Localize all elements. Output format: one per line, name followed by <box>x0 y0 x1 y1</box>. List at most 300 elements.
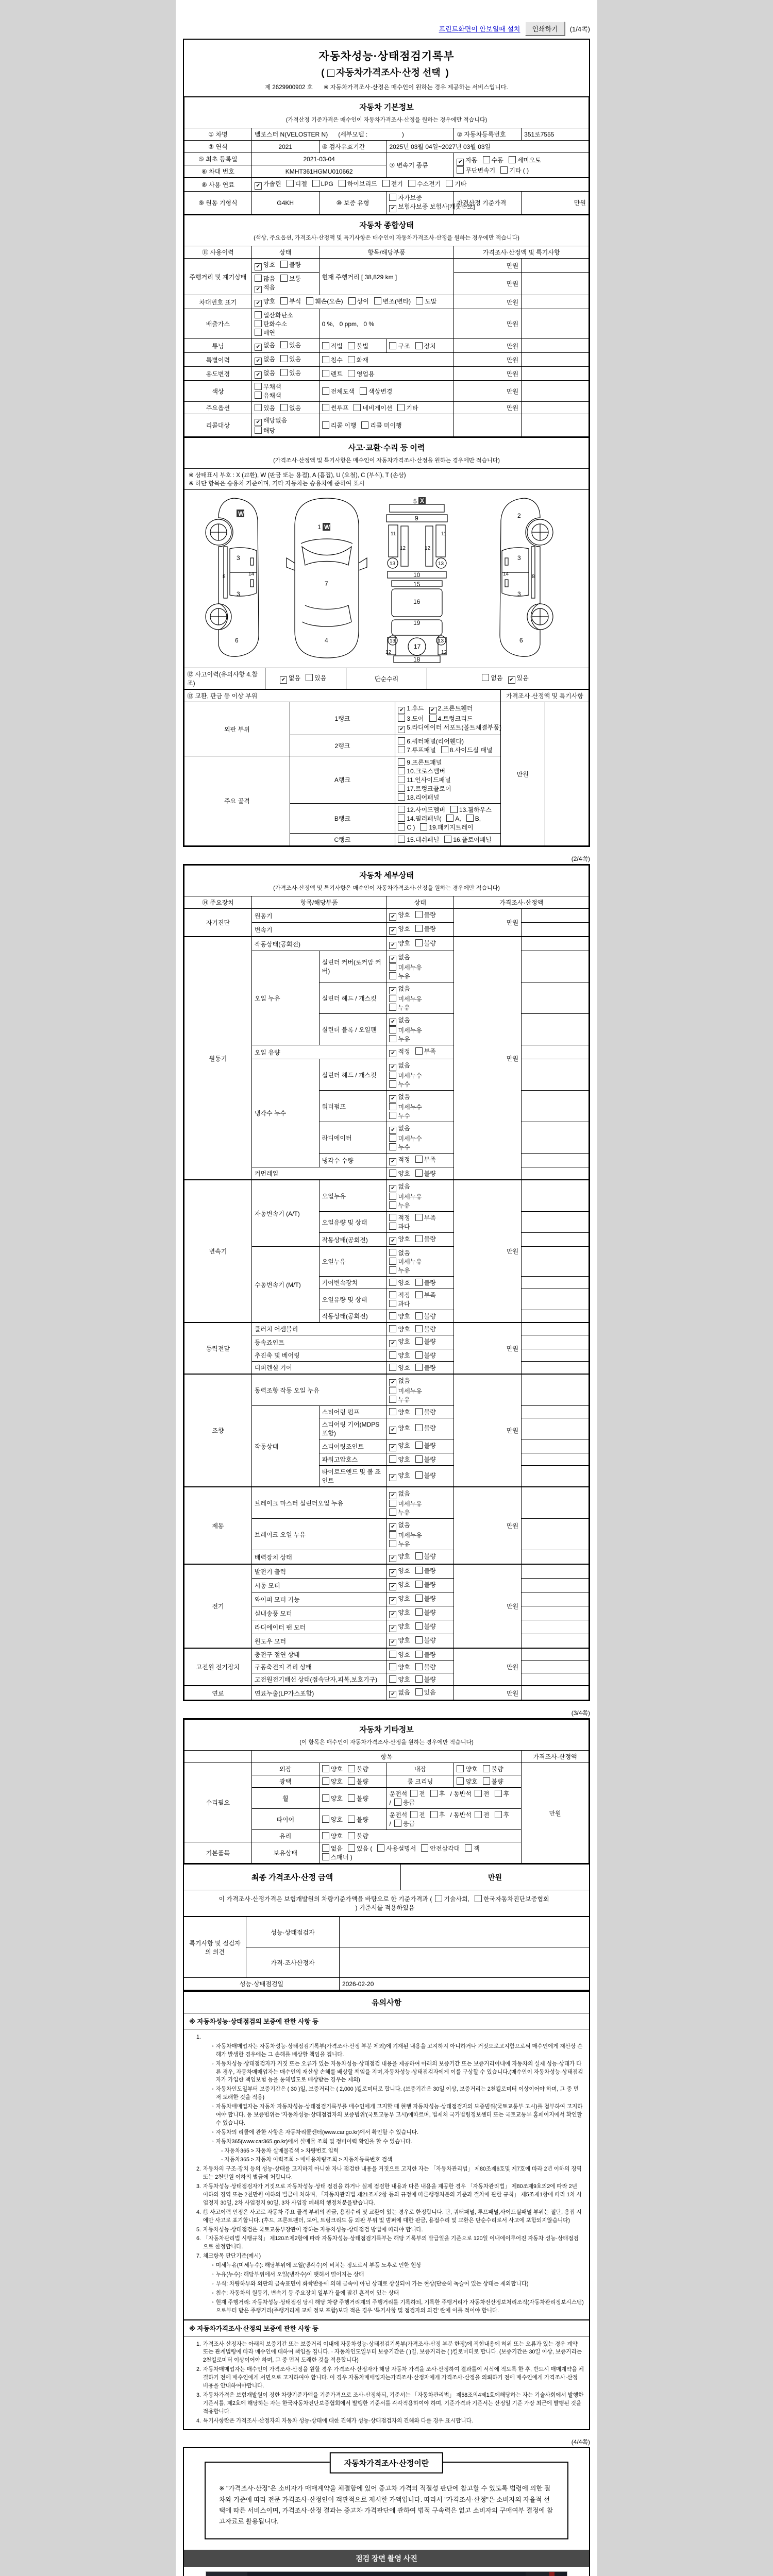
checkbox-checked[interactable]: ✔ 양호 <box>389 1552 410 1562</box>
checkbox-unchecked[interactable]: 없음 <box>322 1844 343 1853</box>
checkbox-unchecked[interactable]: 불량 <box>280 260 301 269</box>
checkbox-unchecked[interactable]: 후 <box>430 1789 445 1798</box>
checkbox-unchecked[interactable]: 4.트렁크리드 <box>429 714 473 723</box>
checkbox-unchecked[interactable]: 부식 <box>280 297 301 306</box>
print-button[interactable]: 인쇄하기 <box>525 22 564 36</box>
mileage-label: 주행거리 및 계기상태 <box>184 259 252 295</box>
checkbox-checked[interactable]: ✔ 양호 <box>389 1622 410 1632</box>
checkbox-unchecked[interactable]: 누유 <box>389 972 410 980</box>
checkbox-unchecked[interactable]: 리콜 이행 <box>322 421 357 430</box>
checkbox-unchecked[interactable]: 불량 <box>415 1455 436 1464</box>
checkbox-unchecked[interactable]: 불량 <box>415 1312 436 1320</box>
checkbox-unchecked[interactable]: 보통 <box>280 274 301 283</box>
blower-motor-state <box>386 1606 454 1620</box>
checkbox-unchecked[interactable]: 잭 <box>465 1844 480 1853</box>
checkbox-unchecked[interactable]: 불법 <box>348 342 368 350</box>
checkbox-unchecked[interactable]: 미세누유 <box>389 994 422 1003</box>
checkbox-unchecked[interactable]: 불량 <box>415 1234 436 1243</box>
cell-note <box>522 1059 589 1091</box>
checkbox-unchecked[interactable]: 수소전기 <box>408 179 441 188</box>
checkbox-unchecked[interactable]: 불량 <box>415 1337 436 1346</box>
coolant-waterpump: 워터펌프 <box>319 1091 386 1122</box>
checkbox-unchecked[interactable]: 불량 <box>415 1580 436 1589</box>
checkbox-checked[interactable]: ✔ 있음 <box>508 673 529 684</box>
rankC-label: C랭크 <box>290 834 395 846</box>
checkbox-unchecked[interactable]: 불량 <box>415 1363 436 1372</box>
checkbox-unchecked[interactable]: 많음 <box>255 274 275 283</box>
mileage-price2: 만원 <box>454 273 522 295</box>
cell-note <box>522 951 589 982</box>
checkbox-unchecked[interactable]: 변조(변타) <box>374 297 411 306</box>
at-oil-leak: 오일누유 <box>319 1180 386 1212</box>
checkbox-checked[interactable]: ✔ 양호 <box>389 1608 410 1618</box>
checkbox-unchecked[interactable]: 양호 <box>322 1815 343 1824</box>
checkbox-unchecked[interactable]: 세미오토 <box>509 156 541 164</box>
checkbox-unchecked[interactable]: 누유 <box>389 1395 410 1404</box>
checkbox-unchecked[interactable]: 양호 <box>322 1765 343 1773</box>
checkbox-checked[interactable]: ✔ 없음 <box>255 341 275 351</box>
checkbox-unchecked[interactable]: 미세누유 <box>389 1026 422 1035</box>
checkbox-unchecked[interactable]: 기타 <box>446 179 466 188</box>
recall-kind <box>319 414 454 437</box>
checkbox-unchecked[interactable]: 불량 <box>415 1278 436 1287</box>
svg-text:11: 11 <box>391 531 396 537</box>
checkbox-unchecked[interactable]: 있음 <box>280 341 301 349</box>
notice-head-2: ※ 자동차가격조사·산정의 보증에 관한 사항 등 <box>184 2319 589 2336</box>
checkbox-checked[interactable]: ✔ 적음 <box>255 283 275 293</box>
checkbox-unchecked[interactable]: 있음 <box>306 673 326 682</box>
checkbox-unchecked[interactable]: 적법 <box>322 342 343 350</box>
checkbox-unchecked[interactable]: 양호 <box>389 1455 410 1464</box>
checkbox-unchecked[interactable]: 기타 <box>397 403 418 412</box>
checkbox-unchecked[interactable]: 16.플로어패널 <box>444 835 492 844</box>
checkbox-unchecked[interactable]: 양호 <box>389 1363 410 1372</box>
checkbox-unchecked[interactable]: 양호 <box>322 1794 343 1803</box>
checkbox-unchecked[interactable]: 양호 <box>322 1777 343 1786</box>
checkbox-unchecked[interactable]: 불량 <box>415 1325 436 1333</box>
checkbox-unchecked[interactable]: 3.도어 <box>398 714 424 723</box>
checkbox-unchecked[interactable]: 불량 <box>415 910 436 919</box>
checkbox-unchecked[interactable]: 후 <box>495 1810 510 1819</box>
oil-leak-block-state <box>386 1014 454 1045</box>
checkbox-unchecked[interactable]: 자동차가격조사·산정 선택 <box>327 65 440 79</box>
checkbox-unchecked[interactable]: 전기 <box>382 179 403 188</box>
cell-note <box>522 1564 589 1579</box>
year-value: 2021 <box>251 141 319 153</box>
checkbox-unchecked[interactable]: 양호 <box>457 1777 477 1786</box>
notice-item: 7. 체크항목 판단기준(예시) <box>196 2253 261 2260</box>
checkbox-unchecked[interactable]: 스패너 ) <box>322 1853 352 1861</box>
checkbox-unchecked[interactable]: 12.사이드멤버 <box>398 805 445 814</box>
checkbox-checked[interactable]: ✔ 1.후드 <box>398 704 424 714</box>
checkbox-unchecked[interactable]: 없음 <box>280 403 301 412</box>
checkbox-unchecked[interactable]: 불량 <box>483 1777 503 1786</box>
checkbox-unchecked[interactable]: 6.쿼터패널(리어휀다) <box>398 737 464 745</box>
checkbox-unchecked[interactable]: 리콜 미이행 <box>361 421 401 430</box>
checkbox-checked[interactable]: ✔ 양호 <box>389 1566 410 1577</box>
checkbox-unchecked[interactable]: 불량 <box>415 1423 436 1432</box>
checkbox-checked[interactable]: ✔ 양호 <box>389 939 410 949</box>
checkbox-unchecked[interactable]: 부족 <box>415 1291 436 1299</box>
cell-note <box>522 1406 589 1418</box>
option-text: 이 가격조사·산정가격은 보험개발원의 차량기준가액을 바탕으로 한 기준가격과 ( <box>219 1895 432 1903</box>
checkbox-unchecked[interactable]: 한국자동차진단보증협회 <box>475 1894 549 1903</box>
checkbox-checked[interactable]: ✔ 없음 <box>389 1520 410 1531</box>
starter-motor-state <box>386 1579 454 1592</box>
basic-note: (가격산정 기준가격은 매수인이 자동차가격조사·산정을 원하는 경우에만 적습니다) <box>184 114 589 128</box>
checkbox-unchecked[interactable]: C ) <box>398 823 415 831</box>
checkbox-unchecked[interactable]: 후 <box>495 1789 510 1798</box>
checkbox-unchecked[interactable]: 수동 <box>483 156 503 164</box>
checkbox-unchecked[interactable]: 있음 <box>280 368 301 377</box>
cell-note <box>522 1550 589 1565</box>
checkbox-unchecked[interactable]: 디젤 <box>287 179 307 188</box>
checkbox-unchecked[interactable]: 있음 <box>255 403 275 412</box>
checkbox-unchecked[interactable]: 미세누수 <box>389 1071 422 1080</box>
overall-title: 자동차 종합상태 <box>184 215 589 232</box>
checkbox-unchecked[interactable]: 불량 <box>483 1765 503 1773</box>
checkbox-unchecked[interactable]: 불량 <box>415 1408 436 1416</box>
at-oil-level: 오일유량 및 상태 <box>319 1212 386 1233</box>
checkbox-unchecked[interactable]: 불량 <box>415 1566 436 1575</box>
checkbox-unchecked[interactable]: 11.인사이드패널 <box>398 775 450 784</box>
checkbox-unchecked[interactable]: 안전삼각대 <box>421 1844 460 1853</box>
checkbox-unchecked[interactable]: 전 <box>475 1810 490 1819</box>
vin-mark-price: 만원 <box>454 295 522 309</box>
basic-title: 자동차 기본정보 <box>184 97 589 114</box>
warranty-type-options <box>386 192 475 214</box>
brake-master-state <box>386 1487 454 1519</box>
checkbox-unchecked[interactable]: 적정 <box>389 1213 410 1222</box>
svg-text:12: 12 <box>385 650 392 655</box>
checkbox-unchecked[interactable]: 불량 <box>415 1594 436 1603</box>
checkbox-checked[interactable]: ✔ 양호 <box>255 297 275 307</box>
checkbox-checked[interactable]: ✔ 없음 <box>389 1182 410 1192</box>
special-history-label: 특별이력 <box>184 353 252 367</box>
checkbox-unchecked[interactable]: 후 <box>430 1810 445 1819</box>
checkbox-unchecked[interactable]: 누유 <box>389 1266 410 1275</box>
checkbox-checked[interactable]: ✔ 없음 <box>389 953 410 963</box>
power-hose-state <box>386 1453 454 1466</box>
checkbox-checked[interactable]: ✔ 양호 <box>389 1423 410 1434</box>
checkbox-unchecked[interactable]: 양호 <box>389 1325 410 1333</box>
checkbox-unchecked[interactable]: 누유 <box>389 1539 410 1548</box>
selfdiag-label: 자기진단 <box>184 909 252 937</box>
emission-label: 배출가스 <box>184 309 252 339</box>
svg-text:12: 12 <box>400 546 406 551</box>
checkbox-unchecked[interactable]: 양호 <box>389 1408 410 1416</box>
page-marker-1: (1/4쪽) <box>569 25 590 33</box>
passenger-car-legend: ※ 하단 항목은 승용차 기준이며, 기타 자동차는 승용차에 준하여 표시 <box>189 481 365 487</box>
checkbox-unchecked[interactable]: 도말 <box>416 297 436 306</box>
checkbox-unchecked[interactable]: 양호 <box>389 1675 410 1684</box>
checkbox-unchecked[interactable]: 없음 <box>482 673 502 682</box>
checkbox-checked[interactable]: ✔ 없음 <box>255 368 275 379</box>
checkbox-unchecked[interactable]: 렌트 <box>322 369 343 378</box>
checkbox-checked[interactable]: ✔ 양호 <box>389 1594 410 1604</box>
checkbox-unchecked[interactable]: 썬루프 <box>322 403 349 412</box>
checkbox-unchecked[interactable]: 유채색 <box>255 391 281 400</box>
checkbox-checked[interactable]: ✔ 가솔린 <box>255 179 281 190</box>
checkbox-unchecked[interactable]: 미세누유 <box>389 1192 422 1201</box>
checkbox-unchecked[interactable]: 전 <box>475 1789 490 1798</box>
checkbox-unchecked[interactable]: 17.트렁크플로어 <box>398 784 451 793</box>
notice-item: ◦ 미세누유(미세누수): 해당부위에 오일(냉각수)이 비치는 정도로서 부품 노후로 인한 현상 <box>212 2262 422 2269</box>
inspection-date-value: 2026-02-20 <box>340 1978 590 1990</box>
steering-label: 조향 <box>184 1374 252 1487</box>
col-item-part: 항목/해당부품 <box>319 246 454 259</box>
hv-wiring-state <box>386 1673 454 1686</box>
checkbox-unchecked[interactable]: 불량 <box>348 1794 368 1803</box>
checkbox-unchecked[interactable]: 영업용 <box>348 369 375 378</box>
checkbox-unchecked[interactable]: 불량 <box>415 1650 436 1659</box>
checkbox-unchecked[interactable]: 불량 <box>348 1832 368 1840</box>
checkbox-unchecked[interactable]: 불량 <box>348 1765 368 1773</box>
checkbox-unchecked[interactable]: LPG <box>312 180 333 188</box>
checkbox-checked[interactable]: ✔ 적정 <box>389 1155 410 1165</box>
checkbox-checked[interactable]: ✔ 없음 <box>389 1015 410 1026</box>
checkbox-unchecked[interactable]: 해당 <box>255 426 275 435</box>
svg-text:4: 4 <box>325 637 328 644</box>
checkbox-unchecked[interactable]: 양호 <box>389 1663 410 1671</box>
rankB-options <box>395 804 501 834</box>
cell-note <box>522 1289 589 1310</box>
ps-oil-leak: 동력조향 작동 오일 누유 <box>251 1374 386 1406</box>
checkbox-checked[interactable]: ✔ 없음 <box>389 1124 410 1134</box>
checkbox-unchecked[interactable]: 누수 <box>389 1143 410 1151</box>
checkbox-unchecked[interactable]: 양호 <box>322 1832 343 1840</box>
checkbox-unchecked[interactable]: 전 <box>410 1810 425 1819</box>
car-name-label: ① 차명 <box>184 128 252 141</box>
checkbox-unchecked[interactable]: 불량 <box>415 1552 436 1561</box>
checkbox-unchecked[interactable]: 전 <box>410 1789 425 1798</box>
checkbox-unchecked[interactable]: 불량 <box>415 1471 436 1480</box>
checkbox-unchecked[interactable]: 누수 <box>389 1111 410 1120</box>
checkbox-unchecked[interactable]: 양호 <box>389 1650 410 1659</box>
checkbox-unchecked[interactable]: 무단변속기 <box>457 166 495 175</box>
commonrail: 커먼레일 <box>251 1167 386 1180</box>
at-idle-state <box>386 1233 454 1247</box>
checkbox-checked[interactable]: ✔ 양호 <box>389 1234 410 1245</box>
checkbox-unchecked[interactable]: 15.대쉬패널 <box>398 835 439 844</box>
checkbox-unchecked[interactable]: 13.휠하우스 <box>450 805 492 814</box>
checkbox-unchecked[interactable]: 불량 <box>348 1815 368 1824</box>
checkbox-unchecked[interactable]: 부족 <box>415 1155 436 1164</box>
checkbox-unchecked[interactable]: 미세누수 <box>389 1134 422 1143</box>
checkbox-unchecked[interactable]: 누수 <box>389 1080 410 1089</box>
checkbox-unchecked[interactable]: 미세누유 <box>389 1531 422 1539</box>
checkbox-unchecked[interactable]: 과다 <box>389 1299 410 1308</box>
checkbox-unchecked[interactable]: 있음 <box>415 1688 436 1697</box>
doc-title: 자동차성능·상태점검기록부 <box>318 50 455 62</box>
checkbox-unchecked[interactable]: 부족 <box>415 1213 436 1222</box>
steering-pump: 스티어링 펌프 <box>319 1406 386 1418</box>
etc-price: 만원 <box>522 1763 589 1863</box>
checkbox-unchecked[interactable]: 18.리어패널 <box>398 793 439 802</box>
checkbox-unchecked[interactable]: 불량 <box>348 1777 368 1786</box>
checkbox-unchecked[interactable]: 불량 <box>415 1441 436 1450</box>
svg-text:7: 7 <box>325 580 328 587</box>
notice-item: ◦ 자동차성능·상태점검자가 거짓 또는 오류가 있는 자동차성능·상태점검 내용을 제공하여 아래의 보증기간 또는 보증거리이내에 자동차의 실제 성능·상태가 다른 경우, 자동차매매업자는 매수인의 재산상 손해를 배상할 책임을 지며,자동차성능·상태점검자에게 이를 구상할 수 있습니다.(매수인이 자동차성능·상태점검자가 가입한 책임보험 등을 통해별도로 배상받는 경우는 제외) <box>212 2060 583 2083</box>
checkbox-unchecked[interactable]: 미세누유 <box>389 1386 422 1395</box>
checkbox-checked[interactable]: ✔ 없음 <box>389 984 410 994</box>
checkbox-unchecked[interactable]: 10.크로스멤버 <box>398 767 445 775</box>
checkbox-unchecked[interactable]: 과다 <box>389 1222 410 1231</box>
checkbox-checked[interactable]: ✔ 없음 <box>389 1688 410 1698</box>
coolant-level: 냉각수 수량 <box>319 1154 386 1167</box>
checkbox-checked[interactable]: ✔ 없음 <box>389 1489 410 1499</box>
svg-text:6: 6 <box>519 637 523 644</box>
vin-mark-state <box>251 295 453 309</box>
checkbox-unchecked[interactable]: 불량 <box>415 1169 436 1178</box>
checkbox-unchecked[interactable]: 색상변경 <box>360 387 392 396</box>
checkbox-checked[interactable]: ✔ 5.라디에이터 서포트(볼트체결부품) <box>398 723 501 733</box>
checkbox-unchecked[interactable]: 응급 <box>394 1819 415 1828</box>
checkbox-checked[interactable]: ✔ 없음 <box>389 1376 410 1386</box>
color-note <box>522 381 589 402</box>
checkbox-checked[interactable]: ✔ 양호 <box>389 1337 410 1347</box>
checkbox-unchecked[interactable]: 7.루프패널 <box>398 745 435 754</box>
notice-item: - 자동차365 > 자동차 이력조회 > 매매용차량조회 > 자동차등록번호 검색 <box>221 2157 393 2163</box>
checkbox-unchecked[interactable]: 19.패키지트레이 <box>420 823 473 832</box>
cell-note <box>522 1374 589 1406</box>
checkbox-unchecked[interactable]: 무채색 <box>255 382 281 391</box>
checkbox-unchecked[interactable]: 양호 <box>457 1765 477 1773</box>
checkbox-unchecked[interactable]: 미세누유 <box>389 1257 422 1266</box>
checkbox-unchecked[interactable]: 누유 <box>389 1508 410 1517</box>
checkbox-checked[interactable]: ✔ 양호 <box>389 1441 410 1451</box>
checkbox-unchecked[interactable]: 양호 <box>389 1169 410 1178</box>
checkbox-unchecked[interactable]: 상이 <box>348 297 369 306</box>
doc-note: ※ 자동차가격조사·산정은 매수인이 원하는 경우 제공하는 서비스입니다. <box>323 84 508 91</box>
checkbox-unchecked[interactable]: 기술사회, <box>435 1894 469 1903</box>
checkbox-checked[interactable]: ✔ 없음 <box>389 1061 410 1071</box>
inspection-period-value: 2025년 03월 04일~2027년 03월 03일 <box>386 141 589 153</box>
checkbox-unchecked[interactable]: 전체도색 <box>322 387 355 396</box>
checkbox-unchecked[interactable]: 일산화탄소 <box>255 311 293 319</box>
checkbox-unchecked[interactable]: 14.필러패널( <box>398 814 441 823</box>
checkbox-checked[interactable]: ✔ 보험사보증 보험사[캐롯손보] <box>389 202 475 212</box>
checkbox-unchecked[interactable]: 훼손(오손) <box>306 297 343 306</box>
checkbox-checked[interactable]: ✔ 양호 <box>389 1636 410 1646</box>
steering-joint-state <box>386 1439 454 1453</box>
checkbox-unchecked[interactable]: 양호 <box>389 1278 410 1287</box>
main-frame-label: 주요 골격 <box>184 756 290 846</box>
checkbox-unchecked[interactable]: 불량 <box>415 1622 436 1631</box>
checkbox-checked[interactable]: ✔ 양호 <box>389 1471 410 1481</box>
checkbox-unchecked[interactable]: 화재 <box>348 355 368 364</box>
checkbox-unchecked[interactable]: B, <box>466 815 481 822</box>
checkbox-unchecked[interactable]: 있음 ( <box>348 1844 373 1853</box>
checkbox-unchecked[interactable]: 없음 <box>389 1248 410 1257</box>
polish-label: 광택 <box>251 1775 319 1788</box>
checkbox-unchecked[interactable]: 침수 <box>322 355 343 364</box>
checkbox-unchecked[interactable]: 자가보증 <box>389 193 422 202</box>
checkbox-unchecked[interactable]: 불량 <box>415 1675 436 1684</box>
checkbox-unchecked[interactable]: 미세누유 <box>389 1499 422 1508</box>
checkbox-unchecked[interactable]: 누유 <box>389 1035 410 1043</box>
checkbox-unchecked[interactable]: 있음 <box>280 354 301 363</box>
checkbox-checked[interactable]: ✔ 적정 <box>389 1047 410 1057</box>
oil-leak-rockercover-state <box>386 951 454 982</box>
checkbox-unchecked[interactable]: 구조 <box>389 342 410 350</box>
svg-text:6: 6 <box>235 637 239 644</box>
checkbox-unchecked[interactable]: 불량 <box>415 924 436 933</box>
checkbox-unchecked[interactable]: A, <box>446 815 461 822</box>
svg-text:13: 13 <box>438 638 444 644</box>
highvolt-price: 만원 <box>454 1648 522 1686</box>
svg-text:11: 11 <box>441 531 447 537</box>
cell-note <box>522 1310 589 1323</box>
checkbox-unchecked[interactable]: 누유 <box>389 1003 410 1012</box>
checkbox-unchecked[interactable]: 불량 <box>415 1636 436 1645</box>
oil-leak-block: 실린더 블록 / 오일팬 <box>319 1014 386 1045</box>
col-price-note: 가격조사·산정액 및 특기사항 <box>454 246 589 259</box>
checkbox-unchecked[interactable]: 사용설명서 <box>377 1844 416 1853</box>
special-history-price: 만원 <box>454 353 522 367</box>
accident-title: 사고·교환·수리 등 이력 <box>184 437 589 454</box>
checkbox-unchecked[interactable]: 매연 <box>255 328 275 337</box>
checkbox-checked[interactable]: ✔ 양호 <box>389 1580 410 1590</box>
notice-item: 3. 자동차가격은 보험개발원이 정한 차량기준가액을 기준가격으로 조사·산정하되, 기준서는 「자동차관리법」 제58조의4제1호에해당하는 자는 기술사회에서 발행한 기준서를, 제2호에 해당하는 자는 한국자동차진단보증협회에서 발행한 기준서를 각각적용하여야 하며, 기준가격과 기준서는 산정일 기준 가장 최근에 발행된 것을 적용합니다. <box>196 2392 584 2415</box>
checkbox-unchecked[interactable]: 불량 <box>415 1663 436 1671</box>
checkbox-checked[interactable]: ✔ 양호 <box>255 260 275 270</box>
checkbox-checked[interactable]: ✔ 없음 <box>389 1092 410 1103</box>
checkbox-checked[interactable]: ✔ 자동 <box>457 156 477 166</box>
checkbox-unchecked[interactable]: 불량 <box>415 1608 436 1617</box>
checkbox-unchecked[interactable]: 불량 <box>415 1351 436 1360</box>
exterior-label: 외장 <box>251 1763 319 1775</box>
checkbox-checked[interactable]: ✔ 양호 <box>389 910 410 921</box>
selfdiag-trans-state <box>386 923 454 937</box>
checkbox-unchecked[interactable]: 미세누수 <box>389 1103 422 1111</box>
opinion-table <box>184 1917 589 1990</box>
checkbox-unchecked[interactable]: 양호 <box>389 1351 410 1360</box>
steering-op-group: 작동상태 <box>251 1406 319 1487</box>
checkbox-unchecked[interactable]: 불량 <box>415 939 436 947</box>
checkbox-unchecked[interactable]: 누유 <box>389 1201 410 1210</box>
checkbox-unchecked[interactable]: 부족 <box>415 1047 436 1056</box>
checkbox-unchecked[interactable]: 응급 <box>394 1798 415 1807</box>
notice-body-1 <box>184 2029 589 2319</box>
checkbox-unchecked[interactable]: 탄화수소 <box>255 319 287 328</box>
checkbox-unchecked[interactable]: 9.프론트패널 <box>398 758 442 767</box>
hold-state-options <box>319 1842 521 1863</box>
checkbox-unchecked[interactable]: 양호 <box>389 1312 410 1320</box>
checkbox-unchecked[interactable]: 네비게이션 <box>354 403 392 412</box>
checkbox-unchecked[interactable]: 하이브리드 <box>339 179 377 188</box>
cell-note <box>522 1014 589 1045</box>
mt-oil-level-state <box>386 1289 454 1310</box>
checkbox-unchecked[interactable]: 8.사이드실 패널 <box>441 745 493 754</box>
checkbox-unchecked[interactable]: 적정 <box>389 1291 410 1299</box>
svg-text:13: 13 <box>438 561 444 567</box>
checkbox-unchecked[interactable]: 미세누유 <box>389 963 422 972</box>
install-print-plugin-link[interactable]: 프린트화면이 안보일때 설치 <box>439 25 520 33</box>
checkbox-checked[interactable]: ✔ 해당없음 <box>255 416 287 426</box>
checkbox-checked[interactable]: ✔ 없음 <box>280 673 300 684</box>
vin-mark-note <box>522 295 589 309</box>
checkbox-checked[interactable]: ✔ 양호 <box>389 924 410 935</box>
svg-text:5: 5 <box>413 498 417 505</box>
checkbox-unchecked[interactable]: 장치 <box>415 342 436 350</box>
wheel-positions <box>386 1788 522 1809</box>
fuel-leak: 연료누출(LP가스포함) <box>251 1686 386 1700</box>
checkbox-unchecked[interactable]: 기타 ( ) <box>500 166 529 175</box>
checkbox-checked[interactable]: ✔ 2.프론트휀더 <box>429 704 473 714</box>
svg-text:10: 10 <box>413 571 421 579</box>
checkbox-checked[interactable]: ✔ 없음 <box>255 354 275 365</box>
